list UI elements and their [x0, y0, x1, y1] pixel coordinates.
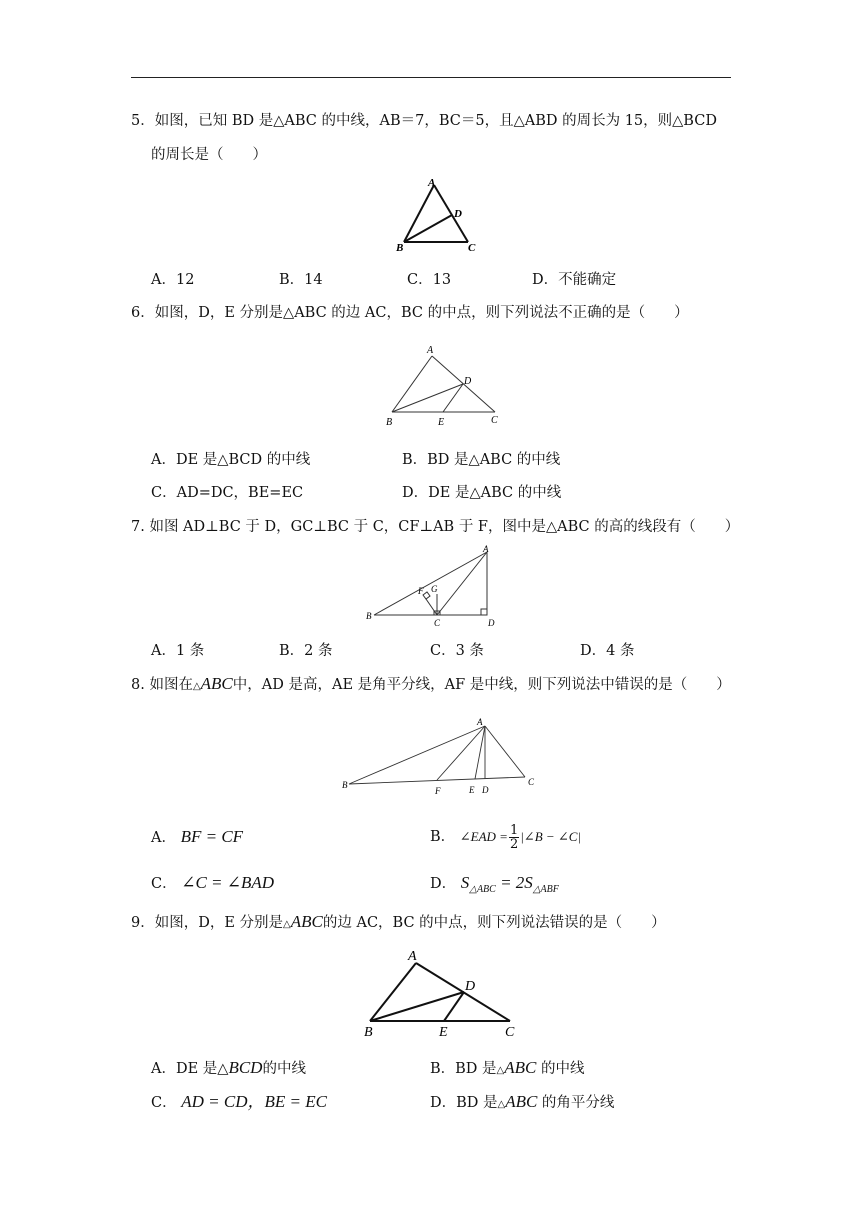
q9-option-a-triangle: △: [217, 1061, 229, 1077]
q9-figure: [360, 943, 525, 1038]
q8-option-b-rest: |∠B − ∠C|: [520, 829, 582, 844]
q8-label-b: B: [342, 780, 348, 790]
q9-option-b-triangle: △: [496, 1065, 505, 1076]
q8-option-b-angle: ∠EAD =: [459, 829, 508, 844]
q8-option-b-denominator: 2: [509, 836, 519, 852]
q5-option-b: B．14: [279, 272, 323, 288]
q9-stem-suffix: 的边 AC，BC 的中点，则下列说法错误的是（ ）: [322, 915, 666, 931]
q9-option-b-math: ABC: [504, 1058, 537, 1077]
q6-option-b: B．BD 是△ABC 的中线: [402, 452, 561, 468]
q5-label-a: A: [428, 177, 436, 189]
q8-option-a: [151, 827, 243, 848]
q5-stem-line2: 的周长是（ ）: [151, 147, 267, 163]
q7-option-c: C．3 条: [430, 643, 484, 659]
q8-option-b-label: B．: [430, 829, 456, 845]
q9-option-a-math: BCD: [228, 1058, 263, 1077]
q8-option-c-label: C．: [151, 876, 177, 892]
q5-figure: [390, 175, 490, 255]
q7-label-g: G: [431, 584, 438, 594]
q9-option-a-label: A．DE 是: [151, 1061, 218, 1077]
q8-label-a: A: [477, 717, 483, 727]
q8-option-a-math: BF = CF: [180, 827, 244, 846]
q9-stem: [131, 912, 666, 935]
q6-option-a: A．DE 是△BCD 的中线: [151, 452, 311, 468]
q9-label-b: B: [364, 1025, 373, 1040]
q8-option-d-label: D．: [430, 876, 457, 892]
q5-option-a: A．12: [151, 272, 195, 288]
q9-label-c: C: [505, 1025, 515, 1040]
q8-label-f: F: [435, 786, 441, 796]
q6-label-d: D: [464, 376, 472, 387]
q8-option-b-numerator: 1: [509, 822, 519, 838]
q6-stem: 6．如图，D，E 分别是△ABC 的边 AC，BC 的中点，则下列说法不正确的是（ ）: [131, 305, 689, 321]
q5-option-d: D．不能确定: [532, 272, 617, 288]
q8-option-a-label: A．: [151, 830, 176, 846]
q6-label-e: E: [438, 417, 445, 428]
q9-option-c-label: C．: [151, 1095, 177, 1111]
q6-figure: [380, 340, 510, 430]
q5-option-c: C．13: [407, 272, 452, 288]
q9-option-b-end: 的中线: [536, 1061, 585, 1077]
q5-label-c: C: [468, 242, 476, 254]
q9-option-b: [430, 1058, 584, 1081]
q6-option-d: D．DE 是△ABC 的中线: [402, 485, 562, 501]
q5-label-d: D: [454, 208, 462, 220]
q7-option-b: B．2 条: [279, 643, 333, 659]
q9-option-a: [151, 1058, 306, 1079]
q7-stem: 7. 如图 AD⊥BC 于 D，GC⊥BC 于 C，CF⊥AB 于 F，图中是△ABC 的高的线段有（ ）: [131, 519, 740, 535]
q8-abc: ABC: [200, 674, 233, 693]
q7-label-a: A: [483, 544, 489, 554]
q8-stem-prefix: 8. 如图在: [131, 677, 193, 693]
q9-option-d-label: D．BD 是: [430, 1095, 498, 1111]
q9-option-d-end: 的角平分线: [537, 1095, 615, 1111]
q8-option-d-mid: = 2S: [495, 873, 533, 892]
q8-label-e: E: [469, 785, 475, 795]
q5-stem-line1: 5．如图，已知 BD 是△ABC 的中线，AB＝7，BC＝5，且△ABD 的周长为 15，则△BCD: [131, 113, 717, 129]
q9-abc: ABC: [290, 912, 323, 931]
q9-label-d: D: [465, 979, 476, 994]
q8-option-c-math: ∠C = ∠BAD: [181, 873, 275, 892]
q8-option-b: [430, 821, 581, 853]
q9-label-e: E: [439, 1025, 448, 1040]
q9-triangle-symbol: △: [283, 919, 291, 930]
q9-option-c: [151, 1092, 327, 1113]
q8-option-b-fraction: [509, 824, 519, 851]
q8-option-d: [430, 873, 559, 900]
q8-label-c: C: [528, 777, 535, 787]
q7-label-b: B: [366, 611, 372, 621]
q7-label-d: D: [488, 618, 495, 628]
q5-label-b: B: [396, 242, 404, 254]
q8-stem: [131, 674, 731, 697]
header-rule: [131, 77, 731, 78]
q8-figure: [335, 713, 545, 798]
q9-option-c-math: AD = CD，BE = EC: [181, 1092, 327, 1111]
q7-label-c: C: [434, 618, 441, 628]
q9-option-a-end: 的中线: [262, 1061, 306, 1077]
q7-option-d: D．4 条: [580, 643, 635, 659]
q8-option-d-sub2: △ABF: [532, 884, 559, 895]
q8-option-c: [151, 873, 274, 894]
q6-label-b: B: [386, 417, 393, 428]
q9-option-d-triangle: △: [497, 1099, 506, 1110]
q8-triangle-symbol: △: [192, 681, 201, 692]
q8-option-d-sub1: △ABC: [469, 884, 496, 895]
q9-option-b-label: B．BD 是: [430, 1061, 497, 1077]
q6-label-a: A: [427, 345, 434, 356]
q7-label-f: F: [418, 586, 424, 596]
q7-figure: [360, 545, 510, 630]
q9-option-d: [430, 1092, 614, 1115]
q9-option-d-math: ABC: [505, 1092, 538, 1111]
q6-option-c: C．AD=DC，BE=EC: [151, 485, 304, 501]
q8-stem-suffix: 中，AD 是高，AE 是角平分线，AF 是中线，则下列说法中错误的是（ ）: [232, 677, 731, 693]
q6-label-c: C: [491, 415, 498, 426]
q9-stem-prefix: 9．如图，D，E 分别是: [131, 915, 284, 931]
q8-label-d: D: [482, 785, 489, 795]
q7-option-a: A．1 条: [151, 643, 205, 659]
q9-label-a: A: [408, 949, 417, 964]
q8-option-d-s1: S: [460, 873, 470, 892]
